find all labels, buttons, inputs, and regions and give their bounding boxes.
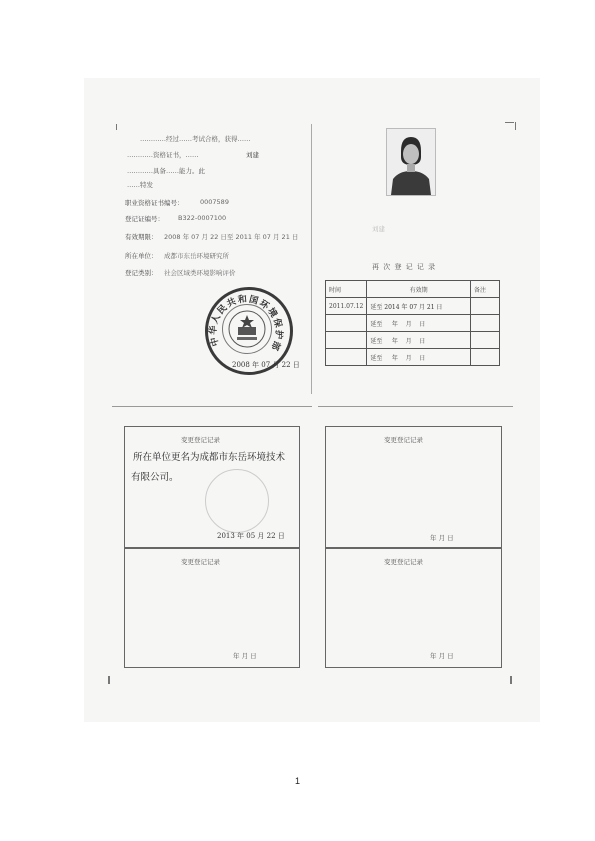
row-time: 2011.07.12	[326, 298, 367, 315]
table-row	[326, 315, 500, 332]
row-validity	[367, 332, 471, 349]
preamble-line: …………经过……考试合格，获得……	[140, 135, 251, 143]
change-record-date: 2013 年 05 月 22 日	[217, 532, 285, 540]
change-record-box	[325, 426, 502, 548]
page-divider	[112, 406, 312, 407]
field-value: 成都市东岳环境研究所	[164, 252, 229, 260]
change-record-date: 年 月 日	[430, 652, 454, 660]
row-time	[326, 315, 367, 332]
row-validity	[367, 349, 471, 366]
row-year: 2014 年	[384, 303, 408, 311]
crop-mark	[116, 124, 117, 130]
renewal-table	[325, 280, 500, 366]
row-extend-label: 延至	[370, 337, 383, 345]
row-year: 年	[391, 337, 398, 345]
field-value: 2008 年 07 月 22 日至 2011 年 07 月 21 日	[164, 233, 299, 241]
fold-line	[311, 124, 312, 394]
row-month: 月	[405, 337, 412, 345]
crop-mark	[515, 122, 516, 130]
seal-date: 2008 年 07 月 22 日	[232, 361, 300, 369]
handwritten-note-line: 所在单位更名为成都市东岳环境技术	[133, 452, 286, 463]
change-record-box	[325, 548, 502, 668]
field-label: 登记证编号：	[125, 215, 164, 223]
faded-seal-icon	[205, 469, 269, 533]
change-record-title: 变更登记记录	[384, 558, 423, 566]
page-divider	[318, 406, 513, 407]
row-extend-label: 延至	[370, 354, 383, 362]
holder-photo	[386, 128, 436, 196]
header-time: 时间	[326, 281, 367, 298]
header-validity: 有效期	[367, 281, 471, 298]
row-remark	[471, 332, 500, 349]
svg-text:中华人民共和国环境保护部: 中华人民共和国环境保护部	[208, 294, 284, 353]
field-value: B322-0007100	[178, 214, 227, 222]
row-year: 年	[391, 320, 398, 328]
change-record-box	[124, 426, 300, 548]
table-row	[326, 298, 500, 315]
crop-mark	[505, 122, 514, 123]
row-remark	[471, 349, 500, 366]
change-record-date: 年 月 日	[233, 652, 257, 660]
change-record-box	[124, 548, 300, 668]
holder-name: 刘建	[246, 151, 259, 159]
preamble-line: ……特发	[127, 181, 153, 189]
field-label: 登记类别：	[125, 269, 158, 277]
change-record-title: 变更登记记录	[181, 558, 220, 566]
row-remark	[471, 315, 500, 332]
row-validity	[367, 315, 471, 332]
row-remark	[471, 298, 500, 315]
field-value: 0007589	[200, 198, 229, 206]
page-number: 1	[294, 776, 300, 786]
table-header-row	[326, 281, 500, 298]
table-row	[326, 349, 500, 366]
change-record-title: 变更登记记录	[181, 436, 220, 444]
row-day: 21 日	[426, 303, 443, 311]
row-validity	[367, 298, 471, 315]
preamble-line: …………资格证书，……	[127, 151, 199, 159]
photo-caption: 刘建	[372, 225, 385, 233]
header-remark: 备注	[471, 281, 500, 298]
preamble-line: …………具备……能力。此	[127, 167, 205, 175]
field-label: 有效期限：	[125, 233, 158, 241]
row-month: 07 月	[409, 303, 425, 311]
row-extend-label: 延至	[370, 320, 383, 328]
row-day: 日	[419, 320, 426, 328]
field-value: 社会区域类环境影响评价	[164, 269, 236, 277]
row-day: 日	[419, 354, 426, 362]
row-month: 月	[405, 354, 412, 362]
change-record-title: 变更登记记录	[384, 436, 423, 444]
renewal-table-title: 再 次 登 记 记 录	[372, 263, 437, 271]
table-row	[326, 332, 500, 349]
person-portrait-icon	[387, 129, 435, 195]
row-time	[326, 349, 367, 366]
field-label: 所在单位：	[125, 252, 158, 260]
row-year: 年	[391, 354, 398, 362]
change-record-date: 年 月 日	[430, 534, 454, 542]
row-month: 月	[405, 320, 412, 328]
row-extend-label: 延至	[370, 303, 383, 311]
handwritten-note-line: 有限公司。	[131, 472, 179, 483]
crop-mark	[108, 676, 110, 684]
field-label: 职业资格证书编号：	[125, 199, 184, 207]
row-day: 日	[419, 337, 426, 345]
seal-ring-text	[205, 287, 287, 369]
crop-mark	[510, 676, 512, 684]
row-time	[326, 332, 367, 349]
